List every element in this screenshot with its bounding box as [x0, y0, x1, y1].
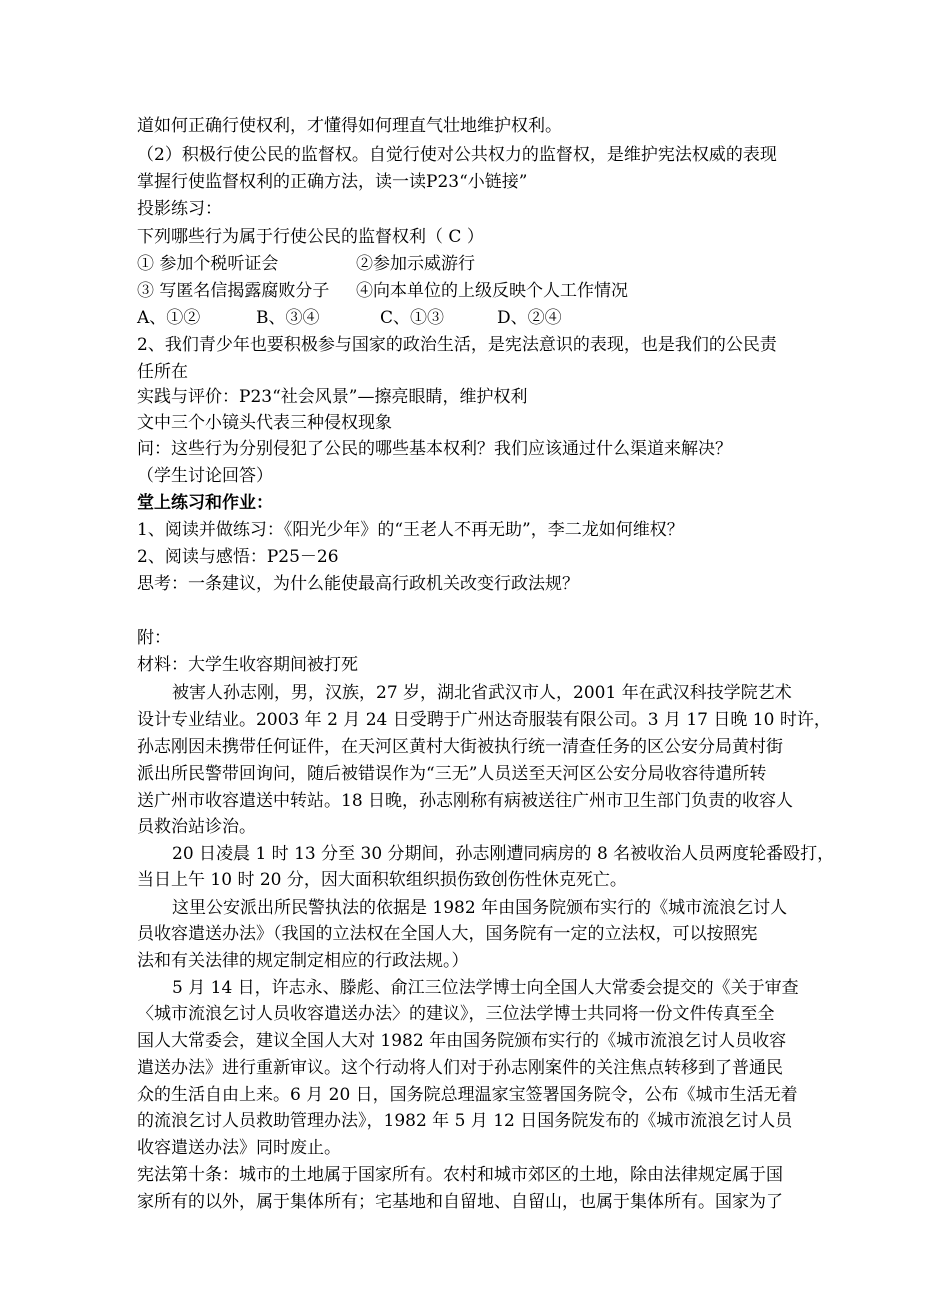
paragraph-line: 孙志刚因未携带任何证件，在天河区黄村大街被执行统一清查任务的区公安分局黄村街: [137, 737, 783, 757]
paragraph-line: 宪法第十条：城市的土地属于国家所有。农村和城市郊区的土地，除由法律规定属于国: [137, 1165, 783, 1185]
option-4: ④向本单位的上级反映个人工作情况: [356, 281, 628, 301]
answer-a: A、①②: [137, 308, 201, 328]
answer-c: C、①③: [380, 308, 445, 328]
paragraph-line: 员收容遣送办法》（我国的立法权在全国人大，国务院有一定的立法权，可以按照宪: [137, 924, 758, 944]
paragraph-line: 法和有关法律的规定制定相应的行政法规。）: [137, 951, 469, 971]
text-line: 2、我们青少年也要积极参与国家的政治生活，是宪法意识的表现，也是我们的公民责: [137, 335, 777, 355]
paragraph-line: 送广州市收容遣送中转站。18 日晚，孙志刚称有病被送往广州市卫生部门负责的收容人: [137, 791, 794, 811]
appendix-label: 附：: [137, 628, 171, 648]
paragraph-line: 当日上午 10 时 20 分，因大面积软组织损伤致创伤性休克死亡。: [137, 870, 627, 890]
text-line: 掌握行使监督权利的正确方法，读一读P23“小链接”: [137, 172, 528, 192]
text-line: 2、阅读与感悟：P25－26: [137, 547, 339, 567]
paragraph-line: 国人大常委会，建议全国人大对 1982 年由国务院颁布实行的《城市流浪乞讨人员收容: [137, 1031, 787, 1051]
text-line: 任所在: [137, 362, 188, 382]
question-line: 下列哪些行为属于行使公民的监督权利（ C ）: [137, 227, 484, 247]
paragraph-line: 设计专业结业。2003 年 2 月 24 日受聘于广州达奇服装有限公司。3 月 17 日晚 10 时许，: [137, 710, 831, 730]
text-line: 实践与评价：P23“社会风景”—擦亮眼睛，维护权利: [137, 387, 528, 407]
text-line: 文中三个小镜头代表三种侵权现象: [137, 413, 392, 433]
text-line: 1、阅读并做练习：《阳光少年》的“王老人不再无助”，李二龙如何维权？: [137, 520, 684, 540]
text-line: （2）积极行使公民的监督权。自觉行使对公共权力的监督权，是维护宪法权威的表现: [137, 145, 777, 165]
paragraph-line: 家所有的以外，属于集体所有；宅基地和自留地、自留山，也属于集体所有。国家为了: [137, 1192, 783, 1212]
paragraph-line: 的流浪乞讨人员救助管理办法》，1982 年 5 月 12 日国务院发布的《城市流浪乞讨人员: [137, 1111, 793, 1131]
option-3: ③ 写匿名信揭露腐败分子: [137, 281, 330, 301]
paragraph-line: 员救治站诊治。: [137, 817, 256, 837]
material-title: 材料：大学生收容期间被打死: [137, 655, 358, 675]
answer-b: B、③④: [256, 308, 320, 328]
option-1: ① 参加个税听证会: [137, 254, 279, 274]
answer-d: D、②④: [497, 308, 562, 328]
paragraph-line: 遣送办法》进行重新审议。这个行动将人们对于孙志刚案件的关注焦点转移到了普通民: [137, 1058, 783, 1078]
paragraph-line: 收容遣送办法》同时废止。: [137, 1138, 341, 1158]
paragraph-line: 派出所民警带回询问，随后被错误作为“三无”人员送至天河区公安分局收容待遣所转: [137, 764, 767, 784]
paragraph-line: 这里公安派出所民警执法的依据是 1982 年由国务院颁布实行的《城市流浪乞讨人: [172, 898, 788, 918]
paragraph-line: 20 日凌晨 1 时 13 分至 30 分期间，孙志刚遭同病房的 8 名被收治人员两度轮番殴打，: [172, 844, 835, 864]
text-line: （学生讨论回答）: [137, 466, 273, 486]
paragraph-line: 〈城市流浪乞讨人员收容遣送办法〉的建议》，三位法学博士共同将一份文件传真至全: [137, 1004, 775, 1024]
option-2: ②参加示威游行: [356, 254, 475, 274]
text-line: 思考：一条建议，为什么能使最高行政机关改变行政法规？: [137, 574, 579, 594]
section-heading: 堂上练习和作业：: [137, 493, 273, 513]
text-line: 道如何正确行使权利，才懂得如何理直气壮地维护权利。: [137, 116, 562, 136]
text-line: 问：这些行为分别侵犯了公民的哪些基本权利？我们应该通过什么渠道来解决？: [137, 439, 732, 459]
text-line: 投影练习：: [137, 199, 222, 219]
paragraph-line: 众的生活自由上来。6 月 20 日，国务院总理温家宝签署国务院令，公布《城市生活无着: [137, 1085, 798, 1105]
paragraph-line: 5 月 14 日，许志永、滕彪、俞江三位法学博士向全国人大常委会提交的《关于审查: [172, 978, 799, 998]
paragraph-line: 被害人孙志刚，男，汉族，27 岁，湖北省武汉市人，2001 年在武汉科技学院艺术: [172, 683, 792, 703]
